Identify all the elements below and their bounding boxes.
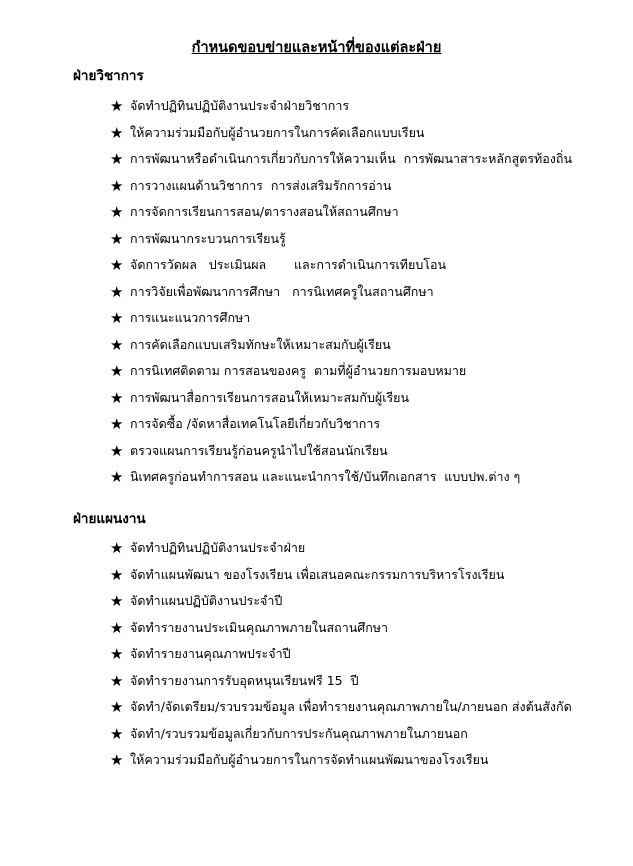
star-icon: ★ (110, 698, 124, 717)
list-item (110, 438, 572, 465)
section-heading-planning: ฝ่ายแผนงาน (73, 511, 146, 527)
star-icon: ★ (110, 256, 124, 275)
star-icon: ★ (110, 309, 124, 328)
star-icon: ★ (110, 282, 124, 301)
star-icon: ★ (110, 415, 124, 434)
star-icon: ★ (110, 592, 124, 611)
list-item (110, 615, 572, 642)
list-item (110, 358, 572, 385)
list-item-text: การวางแผนด้านวิชาการ การส่งเสริมรักการอ่าน (130, 177, 392, 193)
list-item (110, 588, 572, 615)
list-item (110, 562, 572, 589)
star-icon: ★ (110, 335, 124, 354)
section-heading-academic: ฝ่ายวิชาการ (73, 68, 144, 84)
list-item (110, 668, 572, 695)
list-item-text: จัดทำรายงานคุณภาพประจำปี (130, 646, 291, 662)
star-icon: ★ (110, 539, 124, 558)
list-item (110, 332, 572, 359)
list-item-text: นิเทศครูก่อนทำการสอน และแนะนำการใช้/บันทึกเอกสาร แบบปพ.ต่าง ๆ (130, 469, 521, 485)
list-item (110, 93, 572, 120)
star-icon: ★ (110, 97, 124, 116)
list-item-text: การนิเทศติดตาม การสอนของครู ตามที่ผู้อำนวยการมอบหมาย (130, 363, 467, 379)
planning-duties-list (110, 535, 572, 774)
list-item-text: จัดทำรายงานการรับอุดหนุนเรียนฟรี 15 ปี (130, 672, 359, 688)
star-icon: ★ (110, 645, 124, 664)
list-item (110, 747, 572, 774)
list-item (110, 146, 572, 173)
list-item (110, 305, 572, 332)
document-title: กำหนดขอบข่ายและหน้าที่ของแต่ละฝ่าย (191, 40, 442, 56)
list-item-text: การจัดการเรียนการสอน/ตารางสอนให้สถานศึกษา (130, 204, 399, 220)
star-icon: ★ (110, 176, 124, 195)
list-item-text: จัดทำปฏิทินปฏิบัติงานประจำฝ่าย (130, 540, 306, 556)
star-icon: ★ (110, 150, 124, 169)
list-item-text: ให้ความร่วมมือกับผู้อำนวยการในการจัดทำแผนพัฒนาของโรงเรียน (130, 752, 489, 768)
list-item (110, 721, 572, 748)
star-icon: ★ (110, 203, 124, 222)
list-item (110, 411, 572, 438)
list-item (110, 120, 572, 147)
list-item-text: จัดทำปฏิทินปฏิบัติงานประจำฝ่ายวิชาการ (130, 98, 350, 114)
list-item-text: การพัฒนาสื่อการเรียนการสอนให้เหมาะสมกับผู้เรียน (130, 389, 410, 405)
star-icon: ★ (110, 229, 124, 248)
list-item-text: จัดทำรายงานประเมินคุณภาพภายในสถานศึกษา (130, 619, 389, 635)
list-item-text: การจัดซื้อ /จัดหาสื่อเทคโนโลยีเกี่ยวกับวิชาการ (130, 416, 381, 432)
star-icon: ★ (110, 565, 124, 584)
list-item (110, 694, 572, 721)
list-item-text: การวิจัยเพื่อพัฒนาการศึกษา การนิเทศครูในสถานศึกษา (130, 283, 434, 299)
star-icon: ★ (110, 123, 124, 142)
list-item (110, 535, 572, 562)
list-item (110, 641, 572, 668)
list-item (110, 226, 572, 253)
list-item (110, 173, 572, 200)
list-item-text: จัดทำแผนพัฒนา ของโรงเรียน เพื่อเสนอคณะกรรมการบริหารโรงเรียน (130, 566, 505, 582)
list-item-text: การคัดเลือกแบบเสริมทักษะให้เหมาะสมกับผู้เรียน (130, 336, 391, 352)
list-item-text: การแนะแนวการศึกษา (130, 310, 251, 326)
list-item-text: จัดทำ/จัดเตรียม/รวบรวมข้อมูล เพื่อทำรายงานคุณภาพภายใน/ภายนอก ส่งต้นสังกัด (130, 699, 572, 715)
list-item-text: จัดการวัดผล ประเมินผล และการดำเนินการเทียบโอน (130, 257, 447, 273)
star-icon: ★ (110, 388, 124, 407)
star-icon: ★ (110, 671, 124, 690)
list-item-text: จัดทำแผนปฏิบัติงานประจำปี (130, 593, 283, 609)
list-item-text: จัดทำ/รวบรวมข้อมูลเกี่ยวกับการประกันคุณภาพภายในภายนอก (130, 725, 468, 741)
star-icon: ★ (110, 468, 124, 487)
star-icon: ★ (110, 618, 124, 637)
star-icon: ★ (110, 751, 124, 770)
list-item (110, 252, 572, 279)
star-icon: ★ (110, 724, 124, 743)
list-item (110, 199, 572, 226)
list-item (110, 464, 572, 491)
list-item-text: ตรวจแผนการเรียนรู้ก่อนครูนำไปใช้สอนนักเรียน (130, 442, 388, 458)
academic-duties-list (110, 93, 572, 491)
list-item (110, 385, 572, 412)
list-item (110, 279, 572, 306)
star-icon: ★ (110, 441, 124, 460)
star-icon: ★ (110, 362, 124, 381)
list-item-text: การพัฒนาหรือดำเนินการเกี่ยวกับการให้ความเห็น การพัฒนาสาระหลักสูตรท้องถิ่น (130, 151, 572, 167)
list-item-text: ให้ความร่วมมือกับผู้อำนวยการในการคัดเลือกแบบเรียน (130, 124, 425, 140)
list-item-text: การพัฒนากระบวนการเรียนรู้ (130, 230, 286, 246)
